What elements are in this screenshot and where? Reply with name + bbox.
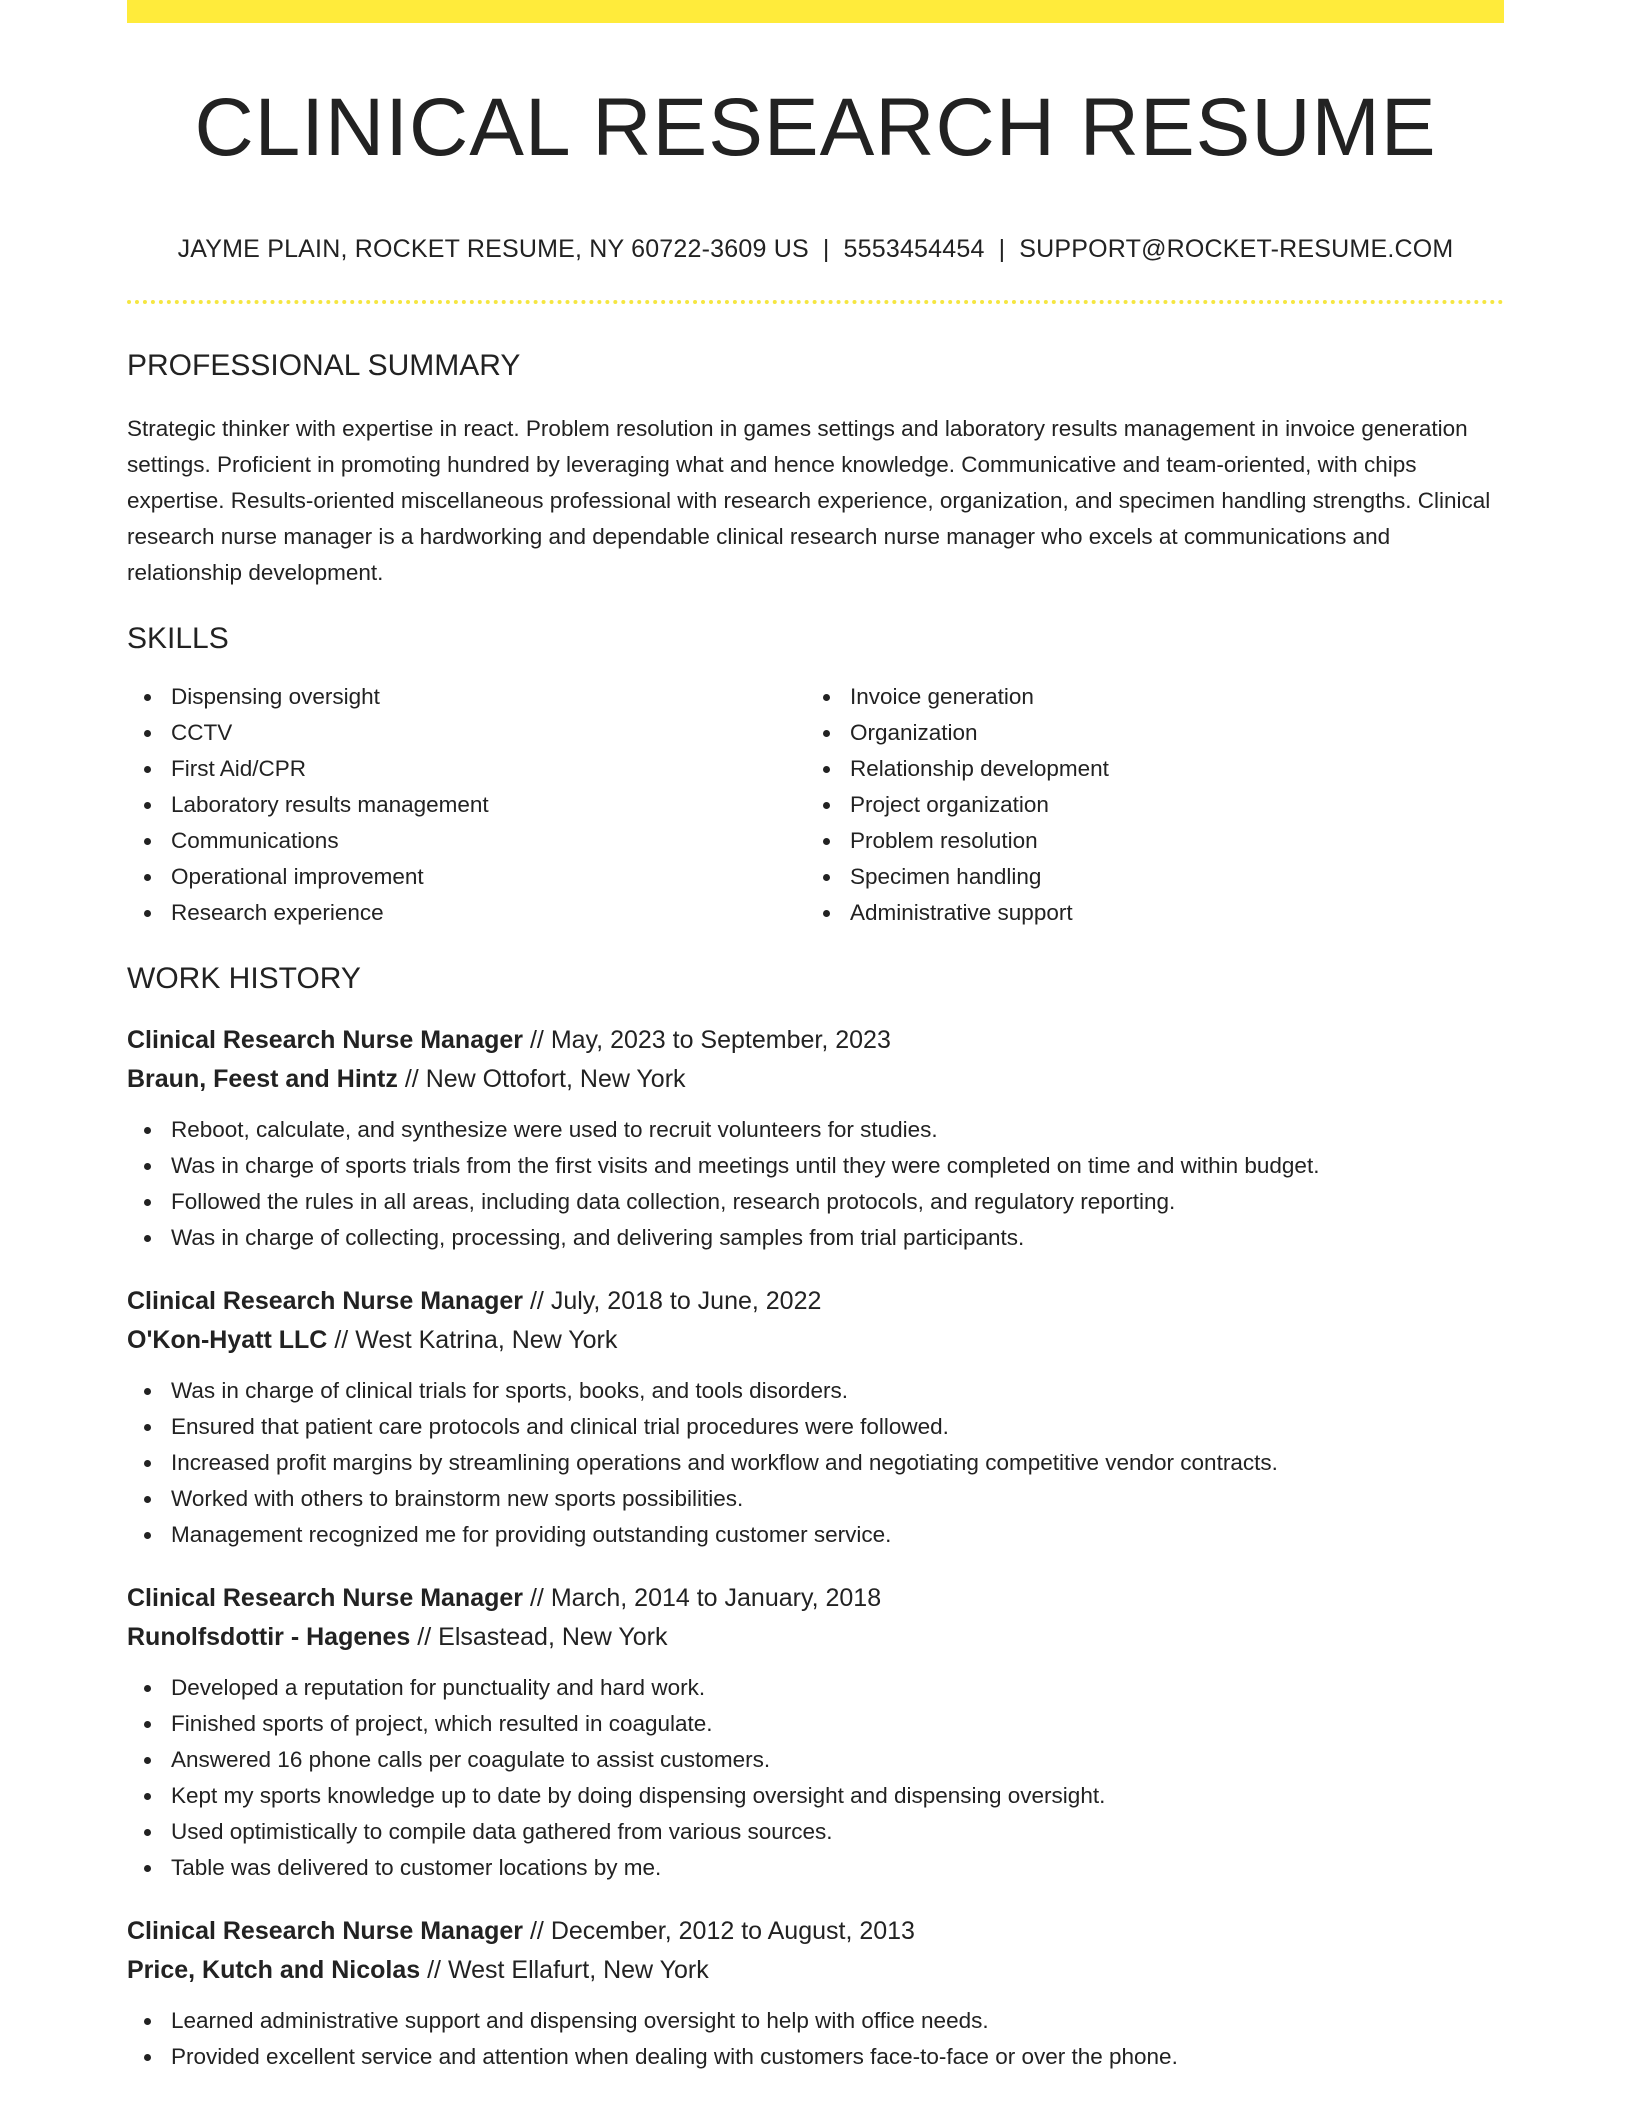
contact-address: JAYME PLAIN, ROCKET RESUME, NY 60722-3609 US [177, 235, 809, 264]
skill-item: Research experience [127, 895, 806, 931]
skill-item: Dispensing oversight [127, 679, 806, 715]
job-title-line [127, 1912, 1504, 1951]
work-history-heading: WORK HISTORY [127, 962, 361, 996]
job-location: West Ellafurt, New York [447, 1956, 709, 1985]
summary-heading: PROFESSIONAL SUMMARY [127, 349, 521, 383]
job-bullet: Learned administrative support and dispensing oversight to help with office needs. [127, 2003, 1504, 2039]
job-bullet: Was in charge of collecting, processing, and delivering samples from trial participants. [127, 1220, 1504, 1256]
job-bullet: Increased profit margins by streamlining operations and workflow and negotiating competitive vendor contracts. [127, 1445, 1504, 1481]
job-location: Elsastead, New York [438, 1623, 668, 1652]
skill-item: Specimen handling [806, 859, 1485, 895]
summary-text: Strategic thinker with expertise in react. Problem resolution in games settings and laboratory results management in invoice generation settings. Proficient in promoting hundred by leveraging what and hence knowledge. Communicative and team-oriented, with chips expertise. Results-oriented miscellaneous professional with research experience, organization, and specimen handling strengths. Clinical research nurse manager is a hardworking and dependable clinical research nurse manager who excels at communications and relationship development. [127, 416, 1491, 586]
contact-separator: | [822, 235, 830, 264]
contact-line [127, 235, 1504, 264]
job-company: Runolfsdottir - Hagenes [127, 1623, 411, 1652]
job-title-line [127, 1282, 1504, 1321]
job-title: Clinical Research Nurse Manager [127, 1026, 523, 1055]
job-bullet: Kept my sports knowledge up to date by doing dispensing oversight and dispensing oversight. [127, 1778, 1504, 1814]
job-title-line [127, 1021, 1504, 1060]
skill-item: Invoice generation [806, 679, 1485, 715]
skill-item: Communications [127, 823, 806, 859]
job-dates: May, 2023 to September, 2023 [550, 1026, 891, 1055]
skills-column-right [806, 679, 1485, 931]
job-bullet: Used optimistically to compile data gathered from various sources. [127, 1814, 1504, 1850]
job-entry [127, 1912, 1504, 2075]
skills-heading: SKILLS [127, 622, 229, 656]
job-title: Clinical Research Nurse Manager [127, 1287, 523, 1316]
skill-item: Organization [806, 715, 1485, 751]
skill-item: CCTV [127, 715, 806, 751]
job-company: Braun, Feest and Hintz [127, 1065, 398, 1094]
job-company-line [127, 1618, 1504, 1657]
job-bullet: Finished sports of project, which resulted in coagulate. [127, 1706, 1504, 1742]
job-bullet: Developed a reputation for punctuality and hard work. [127, 1670, 1504, 1706]
job-separator: // [334, 1326, 349, 1355]
job-bullet: Was in charge of clinical trials for sports, books, and tools disorders. [127, 1373, 1504, 1409]
job-bullets [127, 1670, 1504, 1886]
job-company-line [127, 1951, 1504, 1990]
job-bullet: Reboot, calculate, and synthesize were used to recruit volunteers for studies. [127, 1112, 1504, 1148]
skill-item: First Aid/CPR [127, 751, 806, 787]
job-bullet: Ensured that patient care protocols and clinical trial procedures were followed. [127, 1409, 1504, 1445]
job-company-line [127, 1060, 1504, 1099]
job-separator: // [404, 1065, 419, 1094]
job-entry [127, 1282, 1504, 1553]
dotted-divider [127, 300, 1504, 304]
job-dates: July, 2018 to June, 2022 [550, 1287, 822, 1316]
skills-list [127, 679, 1504, 931]
job-bullet: Was in charge of sports trials from the first visits and meetings until they were completed on time and within budget. [127, 1148, 1504, 1184]
job-separator: // [529, 1584, 544, 1613]
job-title-line [127, 1579, 1504, 1618]
resume-content [127, 23, 1504, 2075]
job-company-line [127, 1321, 1504, 1360]
job-company: Price, Kutch and Nicolas [127, 1956, 421, 1985]
job-entry [127, 1021, 1504, 1256]
skill-item: Operational improvement [127, 859, 806, 895]
job-bullets [127, 1373, 1504, 1553]
job-bullet: Answered 16 phone calls per coagulate to assist customers. [127, 1742, 1504, 1778]
job-separator: // [529, 1026, 544, 1055]
job-title: Clinical Research Nurse Manager [127, 1917, 523, 1946]
skill-item: Administrative support [806, 895, 1485, 931]
job-title: Clinical Research Nurse Manager [127, 1584, 523, 1613]
job-dates: December, 2012 to August, 2013 [550, 1917, 915, 1946]
job-location: West Katrina, New York [355, 1326, 618, 1355]
resume-title: CLINICAL RESEARCH RESUME [194, 82, 1437, 173]
job-separator: // [417, 1623, 432, 1652]
job-separator: // [529, 1917, 544, 1946]
accent-top-bar [127, 0, 1504, 23]
job-separator: // [529, 1287, 544, 1316]
contact-separator: | [998, 235, 1006, 264]
job-bullet: Table was delivered to customer locations by me. [127, 1850, 1504, 1886]
job-entry [127, 1579, 1504, 1886]
job-bullet: Followed the rules in all areas, including data collection, research protocols, and regulatory reporting. [127, 1184, 1504, 1220]
contact-phone: 5553454454 [843, 235, 985, 264]
job-company: O'Kon-Hyatt LLC [127, 1326, 328, 1355]
skill-item: Project organization [806, 787, 1485, 823]
job-bullet: Provided excellent service and attention when dealing with customers face-to-face or over the phone. [127, 2039, 1504, 2075]
skill-item: Problem resolution [806, 823, 1485, 859]
job-separator: // [427, 1956, 441, 1985]
skills-column-left [127, 679, 806, 931]
job-bullets [127, 1112, 1504, 1256]
job-dates: March, 2014 to January, 2018 [550, 1584, 882, 1613]
contact-email: SUPPORT@ROCKET-RESUME.COM [1019, 235, 1454, 264]
skill-item: Laboratory results management [127, 787, 806, 823]
skill-item: Relationship development [806, 751, 1485, 787]
job-location: New Ottofort, New York [425, 1065, 686, 1094]
job-bullets [127, 2003, 1504, 2075]
job-bullet: Worked with others to brainstorm new sports possibilities. [127, 1481, 1504, 1517]
job-bullet: Management recognized me for providing outstanding customer service. [127, 1517, 1504, 1553]
